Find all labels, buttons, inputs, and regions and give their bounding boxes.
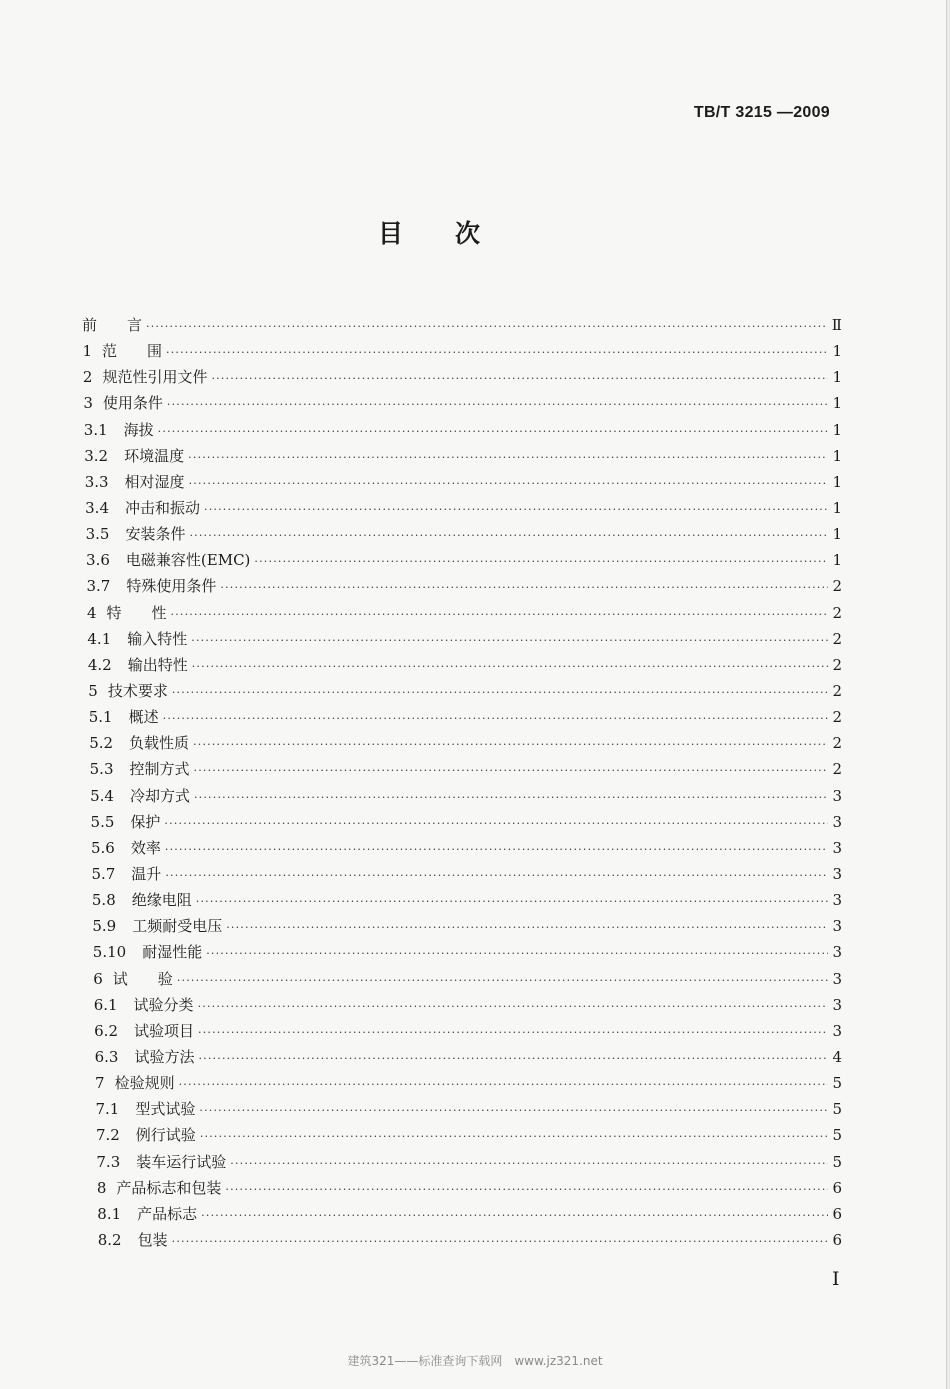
toc-entry — [82, 390, 842, 416]
toc-leader-dots — [188, 445, 828, 471]
toc-entry-number: 2 — [82, 368, 93, 387]
toc-entry — [82, 1070, 842, 1096]
toc-entry-title: 效率 — [130, 838, 161, 857]
toc-entry-page: 5 — [832, 1074, 842, 1093]
toc-entry-title: 产品标志 — [137, 1204, 198, 1223]
toc-entry-page: 3 — [832, 969, 842, 988]
toc-entry — [82, 1149, 842, 1175]
toc-leader-dots — [230, 1151, 828, 1177]
toc-leader-dots — [198, 1046, 828, 1072]
toc-entry-number: 1 — [82, 342, 92, 361]
toc-entry — [82, 600, 842, 626]
toc-entry-title: 工频耐受电压 — [132, 917, 223, 936]
toc-entry-number: 3.4 — [85, 498, 109, 517]
toc-entry-title: 冲击和振动 — [125, 498, 201, 517]
toc-entry — [82, 626, 842, 652]
toc-entry-title: 控制方式 — [129, 760, 190, 779]
toc-leader-dots — [206, 941, 828, 967]
toc-leader-dots — [172, 1229, 829, 1255]
toc-entry-number: 7.1 — [95, 1100, 120, 1119]
toc-entry-title: 绝缘电阻 — [131, 891, 192, 910]
toc-entry-page: 4 — [832, 1047, 842, 1066]
toc-entry-number: 8.1 — [97, 1204, 122, 1223]
toc-entry-title: 输入特性 — [127, 629, 188, 648]
toc-entry-page: 1 — [832, 472, 842, 491]
toc-entry-title: 规范性引用文件 — [102, 368, 208, 387]
toc-leader-dots — [211, 366, 828, 392]
toc-leader-dots — [193, 732, 828, 758]
toc-entry-page: 2 — [832, 734, 842, 753]
toc-entry-page: 3 — [832, 812, 842, 831]
toc-entry — [82, 783, 842, 809]
toc-leader-dots — [172, 680, 829, 706]
toc-entry-number: 7 — [95, 1074, 105, 1093]
toc-entry-page: Ⅱ — [831, 316, 842, 334]
toc-leader-dots — [254, 549, 828, 575]
toc-entry-number: 3 — [83, 394, 93, 413]
toc-entry-title: 装车运行试验 — [136, 1152, 227, 1171]
toc-leader-dots — [167, 392, 829, 418]
toc-entry-page: 3 — [832, 891, 842, 910]
toc-entry — [82, 1175, 842, 1201]
toc-entry-number: 5.9 — [92, 917, 117, 936]
toc-leader-dots — [171, 602, 829, 628]
toc-entry — [82, 652, 842, 678]
toc-leader-dots — [179, 1072, 829, 1098]
toc-entry-number: 6.2 — [94, 1021, 118, 1040]
toc-leader-dots — [164, 811, 828, 837]
toc-entry-page: 3 — [832, 864, 842, 883]
toc-leader-dots — [166, 340, 828, 366]
toc-entry-page: 3 — [832, 943, 842, 962]
toc-entry-number: 5.2 — [89, 734, 114, 753]
toc-entry — [82, 443, 842, 469]
toc-entry — [82, 338, 842, 364]
toc-entry-title: 特 性 — [106, 603, 167, 622]
toc-entry — [82, 495, 842, 521]
toc-entry-page: 6 — [832, 1178, 842, 1197]
toc-entry-title: 安装条件 — [125, 525, 186, 544]
toc-leader-dots — [220, 575, 828, 601]
toc-entry-number: 5.4 — [90, 786, 114, 805]
toc-entry-title: 温升 — [131, 864, 162, 883]
toc-leader-dots — [226, 915, 828, 941]
toc-entry — [82, 1018, 842, 1044]
toc-entry — [82, 312, 842, 338]
toc-entry-number: 3.5 — [85, 525, 110, 544]
toc-entry-page: 1 — [832, 394, 842, 413]
toc-entry-number: 5 — [88, 681, 98, 700]
toc-entry-title: 电磁兼容性(EMC) — [125, 551, 251, 570]
toc-entry — [82, 704, 842, 730]
toc-entry — [82, 966, 842, 992]
toc-entry-title: 前 言 — [82, 316, 143, 334]
toc-entry-title: 保护 — [130, 812, 161, 831]
toc-entry-number: 6 — [93, 969, 103, 988]
toc-leader-dots — [192, 654, 829, 680]
toc-entry-title: 使用条件 — [102, 394, 163, 413]
toc-entry-title: 环境温度 — [124, 446, 185, 465]
toc-leader-dots — [165, 837, 829, 863]
toc-entry — [82, 1122, 842, 1148]
toc-entry-number: 4 — [86, 603, 97, 622]
toc-entry — [82, 573, 842, 599]
toc-entry-number: 3.3 — [84, 472, 109, 491]
toc-leader-dots — [200, 1124, 829, 1150]
watermark-text: 建筑321——标准查询下载网 www.jz321.net — [347, 1354, 603, 1368]
toc-entry-page: 2 — [832, 629, 842, 648]
toc-leader-dots — [196, 889, 829, 915]
toc-entry-number: 5.8 — [91, 891, 116, 910]
page-number: I — [832, 1268, 840, 1290]
toc-leader-dots — [158, 419, 829, 445]
standard-code: TB/T 3215 —2009 — [693, 104, 830, 121]
toc-entry — [82, 939, 842, 965]
toc-entry-page: 2 — [832, 681, 842, 700]
toc-entry-page: 6 — [832, 1230, 842, 1249]
toc-leader-dots — [194, 785, 828, 811]
toc-leader-dots — [177, 968, 829, 994]
toc-entry — [82, 547, 842, 573]
toc-entry-number: 5.3 — [89, 760, 114, 779]
toc-entry-page: 1 — [832, 420, 842, 439]
toc-entry-title: 概述 — [128, 708, 159, 727]
toc-entry — [82, 730, 842, 756]
toc-entry-page: 2 — [832, 655, 842, 674]
toc-entry-page: 2 — [832, 708, 842, 727]
toc-entry — [82, 521, 842, 547]
toc-entry-page: 3 — [832, 995, 842, 1014]
toc-entry-page: 1 — [832, 525, 842, 544]
toc-entry-page: 2 — [832, 603, 842, 622]
toc-entry-page: 3 — [832, 917, 842, 936]
toc-entry-page: 2 — [832, 577, 842, 596]
toc-leader-dots — [194, 758, 829, 784]
toc-entry-number: 4.2 — [87, 655, 112, 674]
toc-entry-number: 5.6 — [91, 838, 115, 857]
toc-entry-number: 3.2 — [84, 446, 109, 465]
toc-entry-number: 5.7 — [91, 864, 116, 883]
toc-entry-number: 6.1 — [93, 995, 118, 1014]
toc-entry-title: 包装 — [137, 1230, 168, 1249]
toc-entry — [82, 678, 842, 704]
toc-entry-number: 3.7 — [86, 577, 111, 596]
toc-entry-number: 4.1 — [87, 629, 112, 648]
toc-entry-title: 例行试验 — [135, 1126, 196, 1145]
toc-entry — [82, 992, 842, 1018]
toc-leader-dots — [198, 1020, 828, 1046]
toc-entry-number: 7.3 — [96, 1152, 121, 1171]
toc-leader-dots — [199, 1098, 828, 1124]
toc-entry — [82, 913, 842, 939]
toc-entry-page: 3 — [832, 1021, 842, 1040]
toc-entry-title: 输出特性 — [127, 655, 188, 674]
toc-entry-number: 5.1 — [88, 708, 113, 727]
toc-entry — [82, 1096, 842, 1122]
toc-leader-dots — [165, 863, 828, 889]
toc-entry-page: 5 — [832, 1126, 842, 1145]
toc-entry-title: 产品标志和包装 — [116, 1178, 222, 1197]
toc-entry — [82, 861, 842, 887]
toc-entry — [82, 756, 842, 782]
toc-entry-number: 3.1 — [83, 420, 108, 439]
toc-entry — [82, 835, 842, 861]
toc-entry — [82, 469, 842, 495]
toc-entry — [82, 1227, 842, 1253]
toc-entry-title: 特殊使用条件 — [126, 577, 217, 596]
toc-leader-dots — [191, 628, 828, 654]
toc-leader-dots — [146, 314, 828, 340]
table-of-contents — [82, 312, 842, 1253]
toc-entry-title: 技术要求 — [107, 681, 168, 700]
toc-entry-number: 6.3 — [94, 1047, 119, 1066]
toc-entry — [82, 1201, 842, 1227]
toc-entry-title: 型式试验 — [135, 1100, 196, 1119]
toc-entry-title: 冷却方式 — [129, 786, 190, 805]
toc-entry — [82, 809, 842, 835]
toc-title: 目次 — [377, 219, 532, 248]
toc-leader-dots — [201, 1203, 828, 1229]
toc-entry-title: 试验方法 — [134, 1047, 195, 1066]
toc-entry-page: 2 — [832, 760, 842, 779]
toc-entry-title: 范 围 — [101, 342, 162, 361]
toc-entry-title: 试验分类 — [133, 995, 194, 1014]
toc-entry-page: 5 — [832, 1152, 842, 1171]
toc-entry-title: 负载性质 — [129, 734, 190, 753]
toc-entry — [82, 364, 842, 390]
toc-entry-title: 海拔 — [123, 420, 154, 439]
toc-leader-dots — [189, 471, 829, 497]
toc-entry — [82, 1044, 842, 1070]
toc-entry-page: 3 — [832, 838, 842, 857]
toc-entry-number: 5.5 — [90, 812, 115, 831]
toc-entry-page: 5 — [832, 1100, 842, 1119]
toc-entry — [82, 417, 842, 443]
toc-leader-dots — [225, 1177, 828, 1203]
toc-entry-title: 相对湿度 — [124, 472, 185, 491]
toc-leader-dots — [204, 497, 828, 523]
toc-entry-page: 1 — [832, 498, 842, 517]
toc-entry-number: 8.2 — [97, 1230, 122, 1249]
toc-leader-dots — [189, 523, 828, 549]
toc-entry-title: 耐湿性能 — [142, 943, 203, 962]
toc-entry-number: 7.2 — [95, 1126, 120, 1145]
toc-entry-page: 3 — [832, 786, 842, 805]
toc-entry-page: 1 — [832, 368, 842, 387]
toc-entry-page: 1 — [832, 551, 842, 570]
toc-entry-title: 试验项目 — [134, 1021, 195, 1040]
toc-entry-page: 1 — [832, 342, 842, 361]
toc-entry-title: 检验规则 — [114, 1074, 175, 1093]
toc-entry-number: 5.10 — [92, 943, 127, 962]
toc-entry — [82, 887, 842, 913]
toc-entry-title: 试 验 — [112, 969, 173, 988]
toc-entry-number: 3.6 — [86, 551, 110, 570]
toc-entry-page: 1 — [832, 446, 842, 465]
toc-leader-dots — [163, 706, 829, 732]
toc-entry-number: 8 — [96, 1178, 107, 1197]
toc-entry-page: 6 — [832, 1204, 842, 1223]
toc-leader-dots — [198, 994, 829, 1020]
